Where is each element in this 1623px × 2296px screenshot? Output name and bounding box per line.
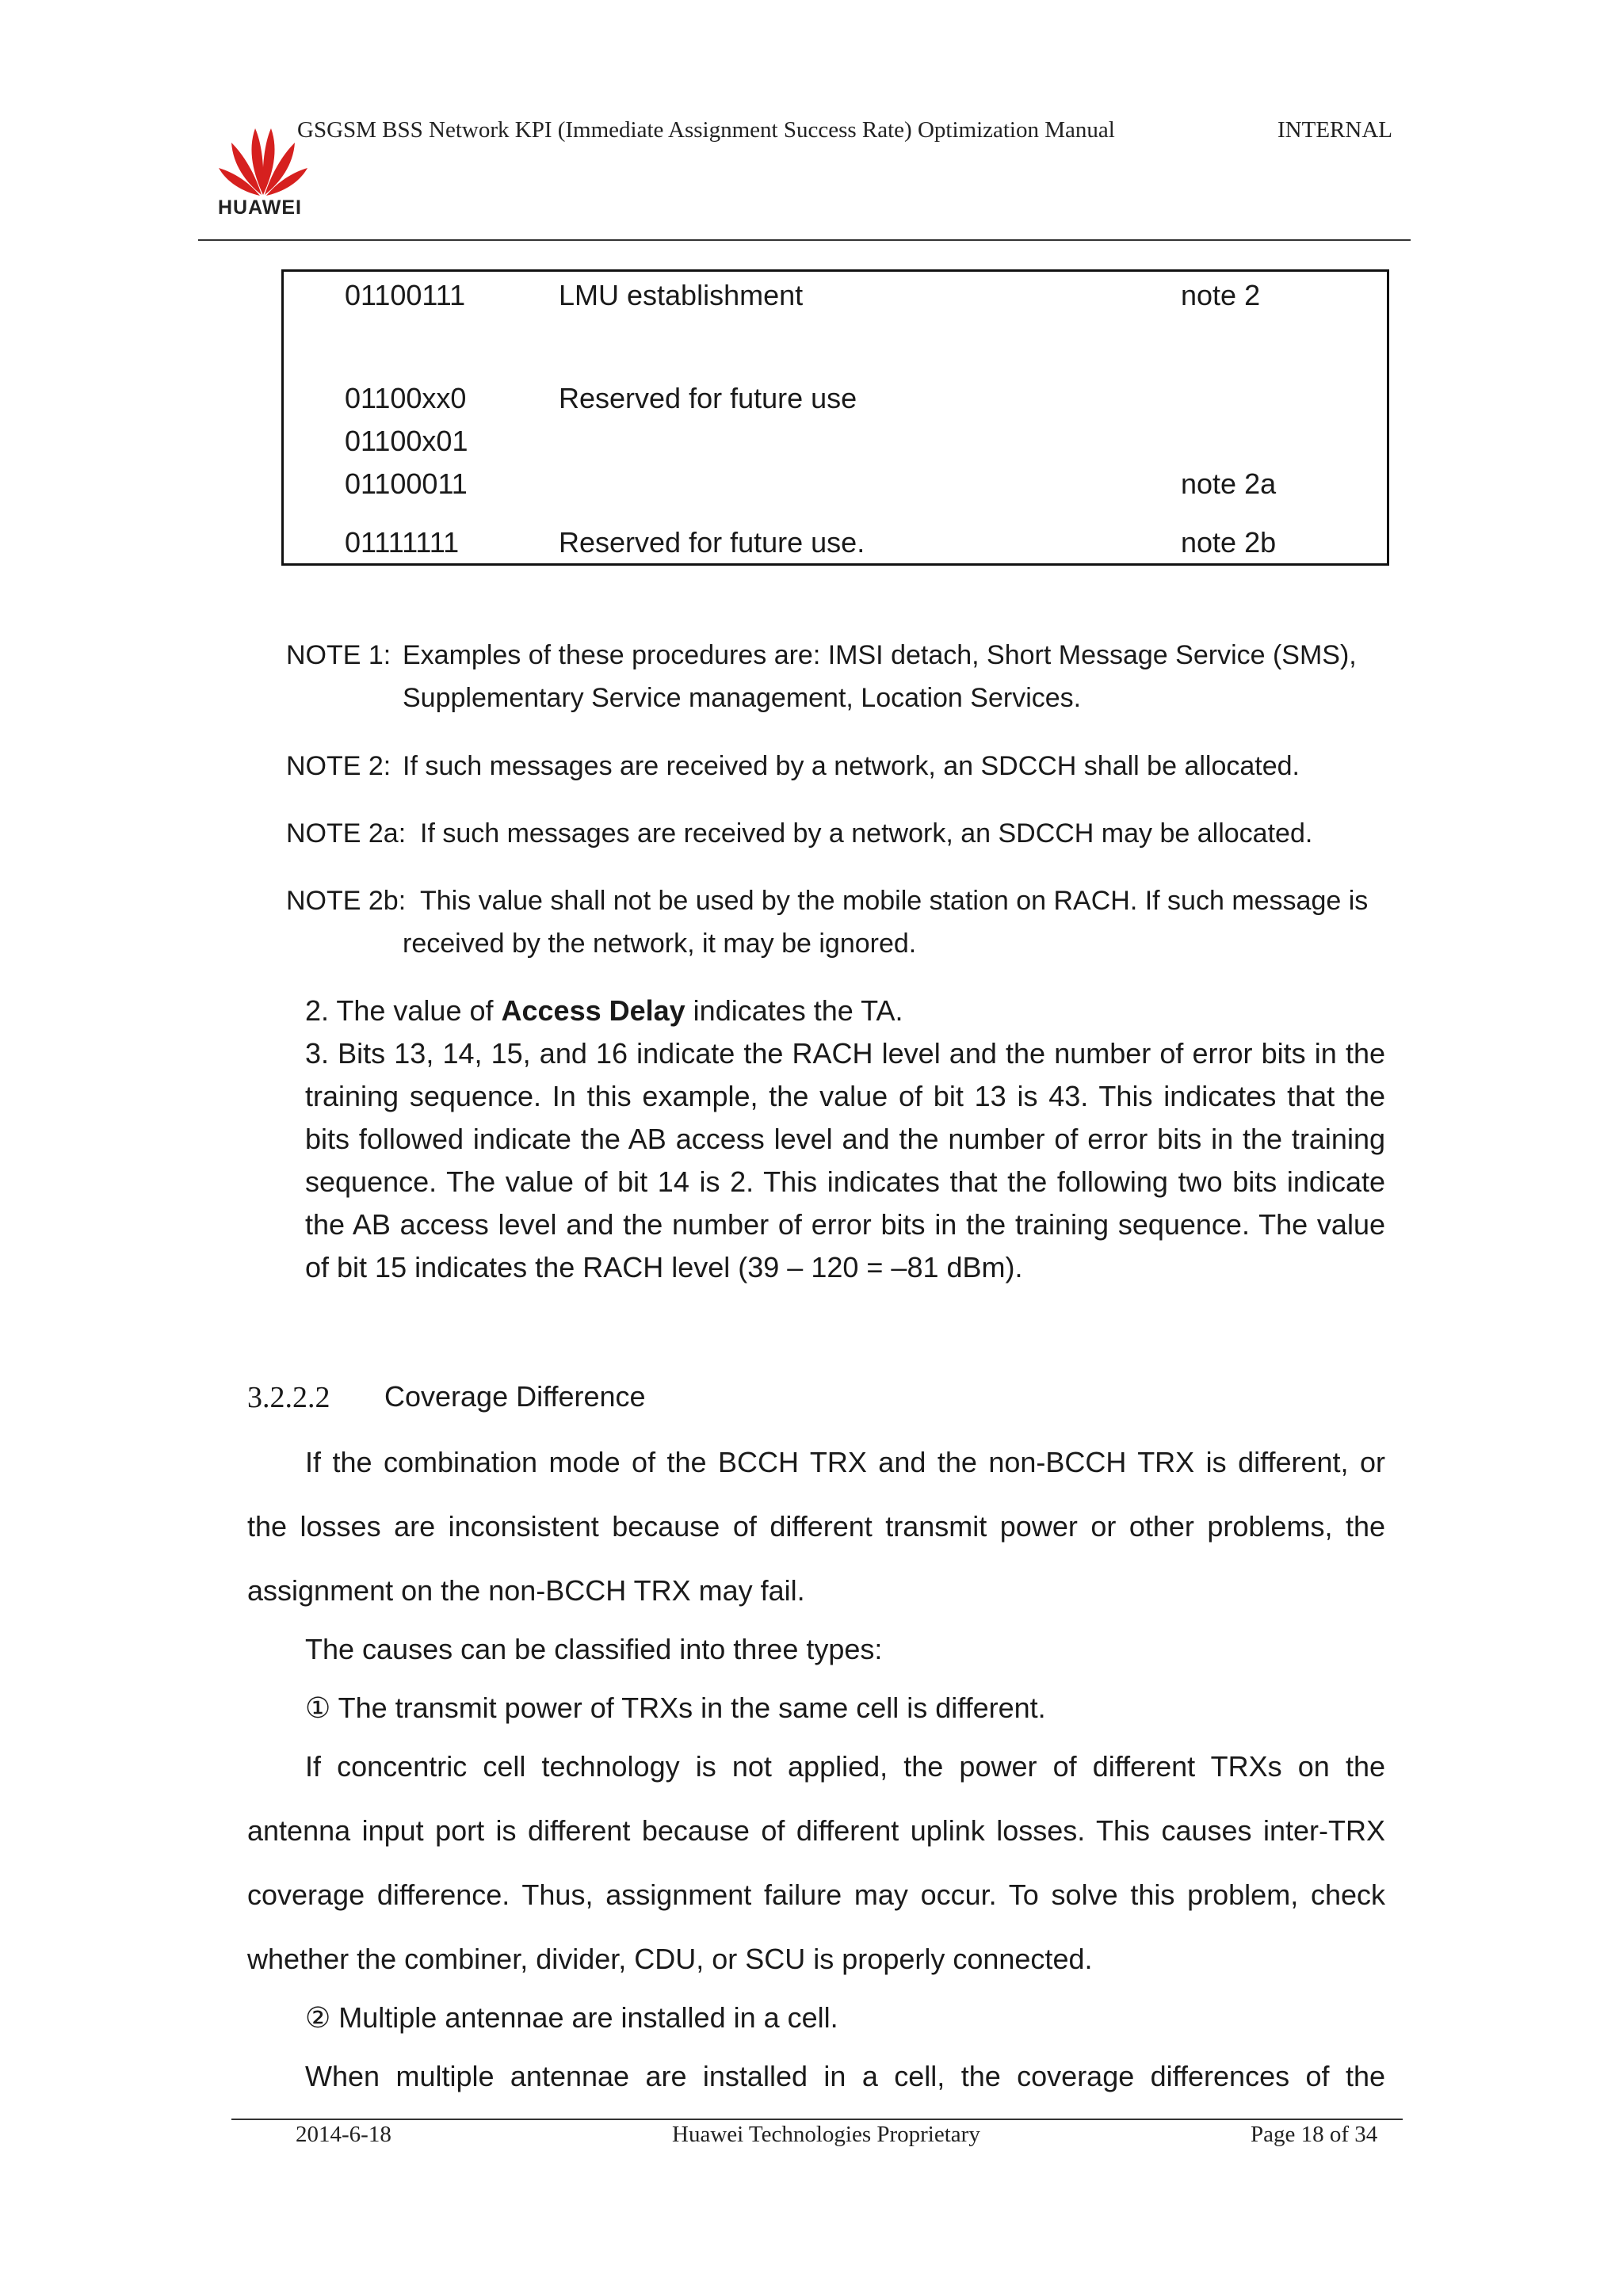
paragraph-line: coverage difference. Thus, assignment failure may occur. To solve this problem, check <box>247 1878 1385 1911</box>
table-cell-code: 01111111 <box>345 526 460 559</box>
point-3-line: bits followed indicate the AB access level and the number of error bits in the training <box>305 1123 1385 1155</box>
paragraph-line: If concentric cell technology is not applied, the power of different TRXs on the <box>305 1750 1385 1783</box>
paragraph-line: antenna input port is different because of different uplink losses. This causes inter-TRX <box>247 1814 1385 1847</box>
cause-2: ② Multiple antennae are installed in a cell. <box>305 2001 838 2034</box>
note-2-text: If such messages are received by a network, an SDCCH shall be allocated. <box>403 751 1300 781</box>
code-table <box>281 269 1389 566</box>
point-2-bold: Access Delay <box>501 994 685 1027</box>
note-2b-text: This value shall not be used by the mobile station on RACH. If such message is <box>420 886 1369 916</box>
logo-wordmark: HUAWEI <box>218 196 302 219</box>
note-2-label: NOTE 2: <box>286 751 391 781</box>
header-divider <box>198 239 1411 241</box>
point-3-line: the AB access level and the number of error bits in the training sequence. The value <box>305 1208 1385 1241</box>
point-2-pre: 2. The value of <box>305 994 502 1027</box>
footer-proprietary: Huawei Technologies Proprietary <box>672 2122 980 2147</box>
point-3-line: sequence. The value of bit 14 is 2. This indicates that the following two bits indicate <box>305 1165 1385 1198</box>
table-cell-note: note 2b <box>1181 526 1277 559</box>
section-title: Coverage Difference <box>384 1380 646 1413</box>
note-1-text-cont: Supplementary Service management, Location Services. <box>403 683 1082 713</box>
note-2a-label: NOTE 2a: <box>286 818 407 849</box>
note-1-label: NOTE 1: <box>286 640 391 670</box>
table-cell-desc: LMU establishment <box>559 279 804 311</box>
table-cell-code: 01100011 <box>345 467 468 500</box>
table-cell-desc: Reserved for future use <box>559 382 857 414</box>
paragraph-line: the losses are inconsistent because of different transmit power or other problems, the <box>247 1510 1385 1543</box>
point-2 <box>305 994 903 1028</box>
note-1-text: Examples of these procedures are: IMSI detach, Short Message Service (SMS), <box>403 640 1357 670</box>
point-3-line: 3. Bits 13, 14, 15, and 16 indicate the RACH level and the number of error bits in the <box>305 1037 1385 1070</box>
footer-divider <box>231 2119 1403 2120</box>
causes-intro: The causes can be classified into three types: <box>305 1633 883 1665</box>
table-cell-note: note 2 <box>1181 279 1261 311</box>
table-cell-desc: Reserved for future use. <box>559 526 865 559</box>
footer-page-number: Page 18 of 34 <box>1251 2122 1378 2147</box>
document-title: GSGSM BSS Network KPI (Immediate Assignment Success Rate) Optimization Manual <box>297 117 1115 143</box>
note-2b-label: NOTE 2b: <box>286 886 407 916</box>
paragraph-line: When multiple antennae are installed in a cell, the coverage differences of the <box>305 2060 1385 2092</box>
note-2b-text-cont: received by the network, it may be ignored. <box>403 929 917 959</box>
point-3-line-last: of bit 15 indicates the RACH level (39 – 120 = –81 dBm). <box>305 1251 1023 1283</box>
classification-label: INTERNAL <box>1277 117 1392 143</box>
paragraph-line-last: assignment on the non-BCCH TRX may fail. <box>247 1574 805 1607</box>
note-2a-text: If such messages are received by a network, an SDCCH may be allocated. <box>420 818 1313 849</box>
point-2-post: indicates the TA. <box>685 994 903 1027</box>
section-number: 3.2.2.2 <box>247 1381 330 1414</box>
table-cell-code: 01100111 <box>345 279 466 311</box>
point-3-line: training sequence. In this example, the value of bit 13 is 43. This indicates that the <box>305 1080 1385 1112</box>
paragraph-line-last: whether the combiner, divider, CDU, or SCU is properly connected. <box>247 1943 1093 1975</box>
paragraph-line: If the combination mode of the BCCH TRX and the non-BCCH TRX is different, or <box>305 1446 1385 1478</box>
table-cell-code: 01100xx0 <box>345 382 467 414</box>
table-cell-note: note 2a <box>1181 467 1277 500</box>
table-cell-code: 01100x01 <box>345 425 468 457</box>
footer-date: 2014-6-18 <box>296 2122 391 2147</box>
cause-1: ① The transmit power of TRXs in the same cell is different. <box>305 1691 1046 1724</box>
